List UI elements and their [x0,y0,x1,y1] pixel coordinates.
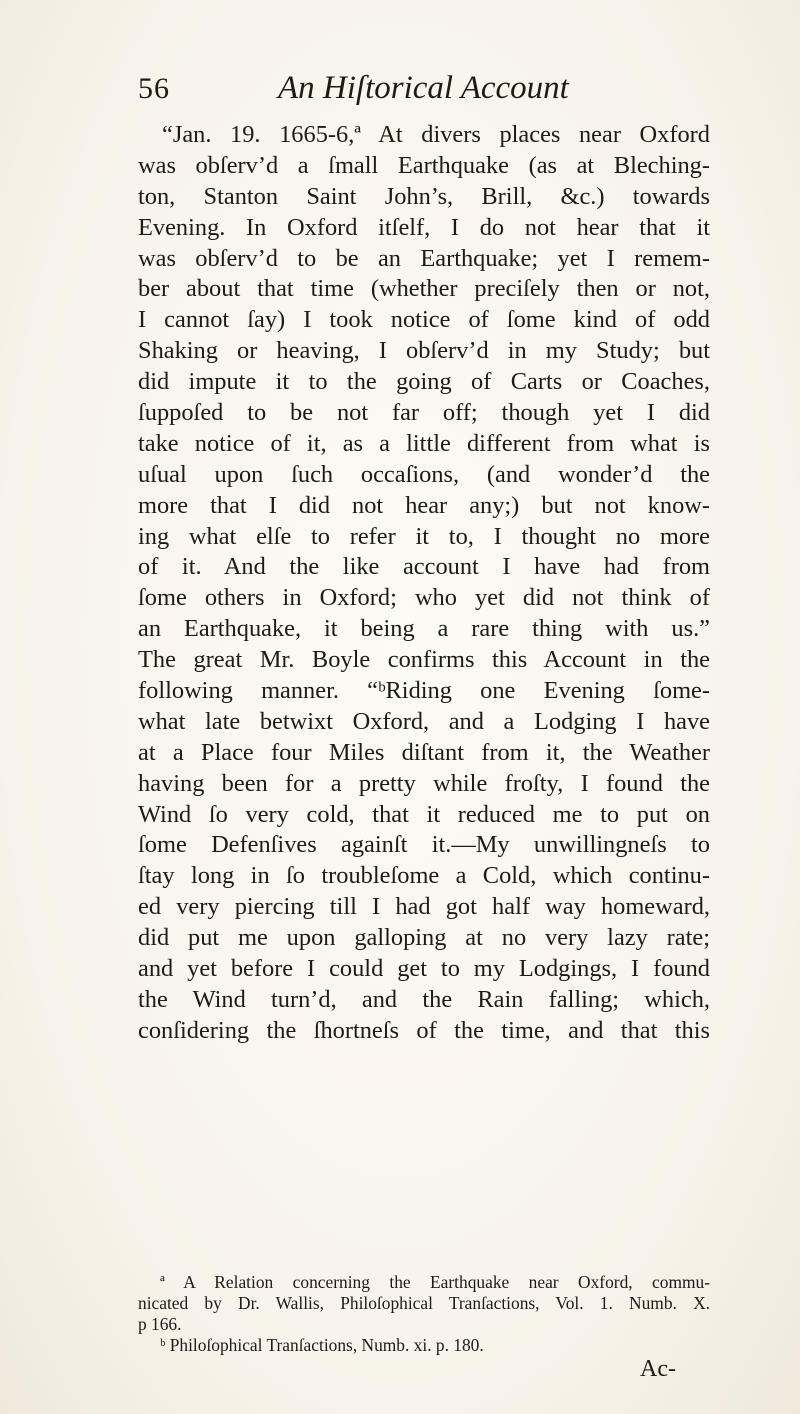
text-line: following manner. “ᵇRiding one Evening ſome- [138,677,710,705]
text-line: conſidering the ſhortneſs of the time, and that this [138,1016,710,1044]
footnote-a-line: nicated by Dr. Wallis, Philoſophical Tranſactions, Vol. 1. Numb. X. [138,1293,710,1313]
text-line: the Wind turn’d, and the Rain falling; which, [138,985,710,1013]
text-line: and yet before I could get to my Lodgings, I found [138,955,710,983]
footnote-b-line: ᵇ Philoſophical Tranſactions, Numb. xi. p. 180. [160,1335,484,1355]
text-line: an Earthquake, it being a rare thing with us.” [138,615,710,643]
text-line: I cannot ſay) I took notice of ſome kind of odd [138,306,710,334]
text-line: uſual upon ſuch occaſions, (and wonder’d the [138,460,710,488]
text-line: ſuppoſed to be not far off; though yet I did [138,399,710,427]
text-line: did impute it to the going of Carts or Coaches, [138,368,710,396]
text-line: did put me upon galloping at no very lazy rate; [138,924,710,952]
text-line: having been for a pretty while froſty, I found the [138,769,710,797]
running-title: An Hiſtorical Account [278,70,569,106]
text-line: The great Mr. Boyle confirms this Account in the [138,646,710,674]
catchword: Ac- [640,1356,676,1382]
text-line: ſome others in Oxford; who yet did not think of [138,584,710,612]
text-line: “Jan. 19. 1665-6,ª At divers places near Oxford [162,121,710,148]
text-line: was obſerv’d to be an Earthquake; yet I remem- [138,244,710,272]
page-header [138,60,698,112]
text-line: ed very piercing till I had got half way homeward, [138,893,710,921]
text-line: Shaking or heaving, I obſerv’d in my Study; but [138,337,710,365]
page-number: 56 [138,72,170,105]
text-line: ton, Stanton Saint John’s, Brill, &c.) towards [138,182,710,210]
text-line: Wind ſo very cold, that it reduced me to put on [138,800,710,828]
text-line: at a Place four Miles diſtant from it, the Weather [138,738,710,766]
text-line: ſtay long in ſo troubleſome a Cold, which continu- [138,862,710,890]
footnote-a-line: p 166. [138,1314,182,1334]
text-line: more that I did not hear any;) but not know- [138,491,710,519]
text-line: was obſerv’d a ſmall Earthquake (as at Bleching- [138,151,710,179]
text-line: ſome Defenſives againſt it.—My unwillingneſs to [138,831,710,859]
footnote-a-line: ª A Relation concerning the Earthquake near Oxford, commu- [160,1272,710,1292]
body-text [138,120,710,1047]
text-line: of it. And the like account I have had from [138,553,710,581]
footnotes [138,1272,710,1356]
text-line: what late betwixt Oxford, and a Lodging I have [138,707,710,735]
text-line: ber about that time (whether preciſely then or not, [138,275,710,303]
text-line: ing what elſe to refer it to, I thought no more [138,522,710,550]
text-line: take notice of it, as a little different from what is [138,429,710,457]
text-line: Evening. In Oxford itſelf, I do not hear that it [138,213,710,241]
